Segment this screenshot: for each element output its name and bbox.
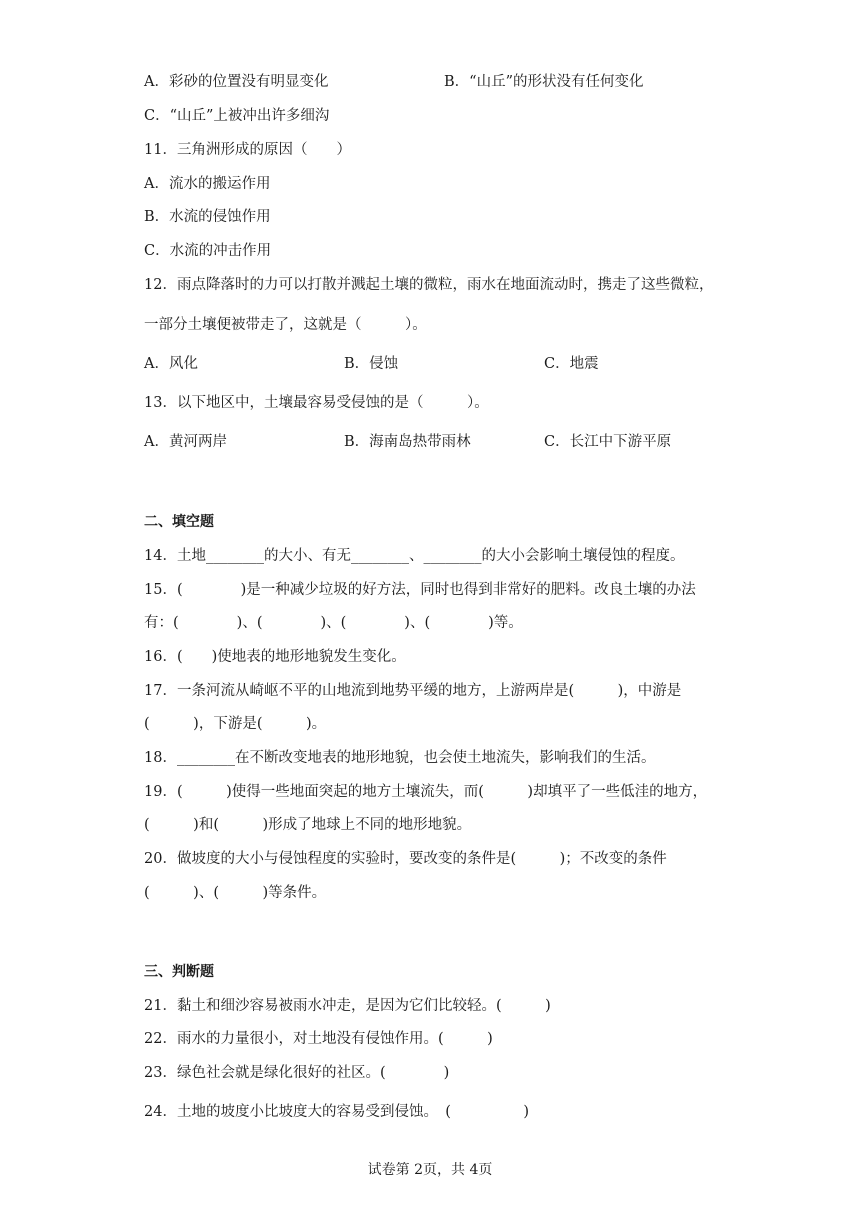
question-18: 18．________在不断改变地表的地形地貌，也会使土地流失，影响我们的生活。 [144,750,656,766]
question-15-line-2: 有：( )、( )、( )、( )等。 [144,615,523,631]
question-17-line-1: 17．一条河流从崎岖不平的山地流到地势平缓的地方，上游两岸是( )，中游是 [144,683,682,699]
question-12-stem-line-2: 一部分土壤便被带走了，这就是（ ）。 [144,317,427,333]
question-14: 14．土地________的大小、有无________、________的大小会影响土壤侵蚀的程度。 [144,548,685,564]
question-11-option-b: B．水流的侵蚀作用 [144,209,271,225]
question-16: 16．( )使地表的地形地貌发生变化。 [144,649,406,665]
question-19-line-1: 19．( )使得一些地面突起的地方土壤流失，而( )却填平了一些低洼的地方， [144,784,708,800]
question-10-option-c: C．“山丘”上被冲出许多细沟 [144,108,330,124]
page-footer: 试卷第 2页，共 4页 [367,1162,493,1178]
question-12-option-a: A．风化 [144,356,198,372]
question-12-option-b: B．侵蚀 [344,356,399,372]
question-19-line-2: ( )和( )形成了地球上不同的地形地貌。 [144,817,472,833]
question-23: 23．绿色社会就是绿化很好的社区。( ) [144,1065,450,1081]
section-heading-fill-in: 二、填空题 [144,514,214,530]
question-15-line-1: 15．( )是一种减少垃圾的好方法，同时也得到非常好的肥料。改良土壤的办法 [144,582,696,598]
question-21: 21．黏土和细沙容易被雨水冲走，是因为它们比较轻。( ) [144,998,551,1014]
question-12-stem-line-1: 12．雨点降落时的力可以打散并溅起土壤的微粒，雨水在地面流动时，携走了这些微粒， [144,277,714,293]
question-10-option-a: A．彩砂的位置没有明显变化 [144,74,329,90]
question-20-line-1: 20．做坡度的大小与侵蚀程度的实验时，要改变的条件是( )；不改变的条件 [144,851,667,867]
question-12-option-c: C．地震 [544,356,599,372]
question-11-option-a: A．流水的搬运作用 [144,176,271,192]
question-24: 24．土地的坡度小比坡度大的容易受到侵蚀。 ( ) [144,1104,530,1120]
question-22: 22．雨水的力量很小，对土地没有侵蚀作用。( ) [144,1031,493,1047]
question-13-option-a: A．黄河两岸 [144,434,227,450]
question-11-stem: 11．三角洲形成的原因（ ） [144,142,351,158]
question-17-line-2: ( )，下游是( )。 [144,716,327,732]
question-13-option-b: B．海南岛热带雨林 [344,434,471,450]
question-20-line-2: ( )、( )等条件。 [144,885,327,901]
question-10-option-b: B．“山丘”的形状没有任何变化 [444,74,644,90]
question-11-option-c: C．水流的冲击作用 [144,243,272,259]
question-13-stem: 13．以下地区中，土壤最容易受侵蚀的是（ ）。 [144,395,489,411]
section-heading-true-false: 三、判断题 [144,964,214,980]
question-13-option-c: C．长江中下游平原 [544,434,672,450]
